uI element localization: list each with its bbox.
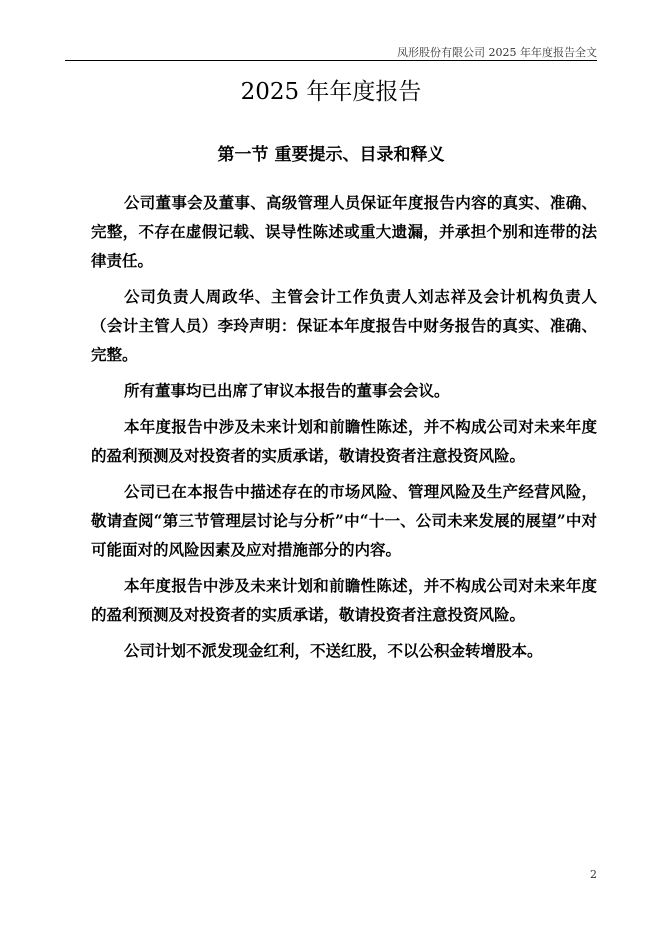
page-number: 2 [590,868,597,881]
paragraph-forward-looking: 本年度报告中涉及未来计划和前瞻性陈述，并不构成公司对未来年度的盈利预测及对投资者的实质承诺，敬请投资者注意投资风险。 [91,417,597,465]
header-divider [65,60,597,61]
document-title: 2025 年年度报告 [240,79,422,105]
paragraph-board-attendance: 所有董事均已出席了审议本报告的董事会会议。 [124,381,450,400]
paragraph-officer-statement: 公司负责人周政华、主管会计工作负责人刘志祥及会计机构负责人（会计主管人员）李玲声明：保证本年度报告中财务报告的真实、准确、完整。 [91,287,597,364]
paragraph-dividend-plan: 公司计划不派发现金红利，不送红股，不以公积金转增股本。 [124,641,543,660]
document-body [91,188,597,672]
paragraph-forward-looking-repeat: 本年度报告中涉及未来计划和前瞻性陈述，并不构成公司对未来年度的盈利预测及对投资者的实质承诺，敬请投资者注意投资风险。 [91,576,597,624]
section-title: 第一节 重要提示、目录和释义 [217,145,445,165]
paragraph-board-guarantee: 公司董事会及董事、高级管理人员保证年度报告内容的真实、准确、完整，不存在虚假记载、误导性陈述或重大遗漏，并承担个别和连带的法律责任。 [91,193,597,270]
running-header: 凤形股份有限公司 2025 年年度报告全文 [397,46,597,59]
paragraph-risk-reference: 公司已在本报告中描述存在的市场风险、管理风险及生产经营风险，敬请查阅“第三节管理层讨论与分析”中“十一、公司未来发展的展望”中对可能面对的风险因素及应对措施部分的内容。 [91,482,597,559]
